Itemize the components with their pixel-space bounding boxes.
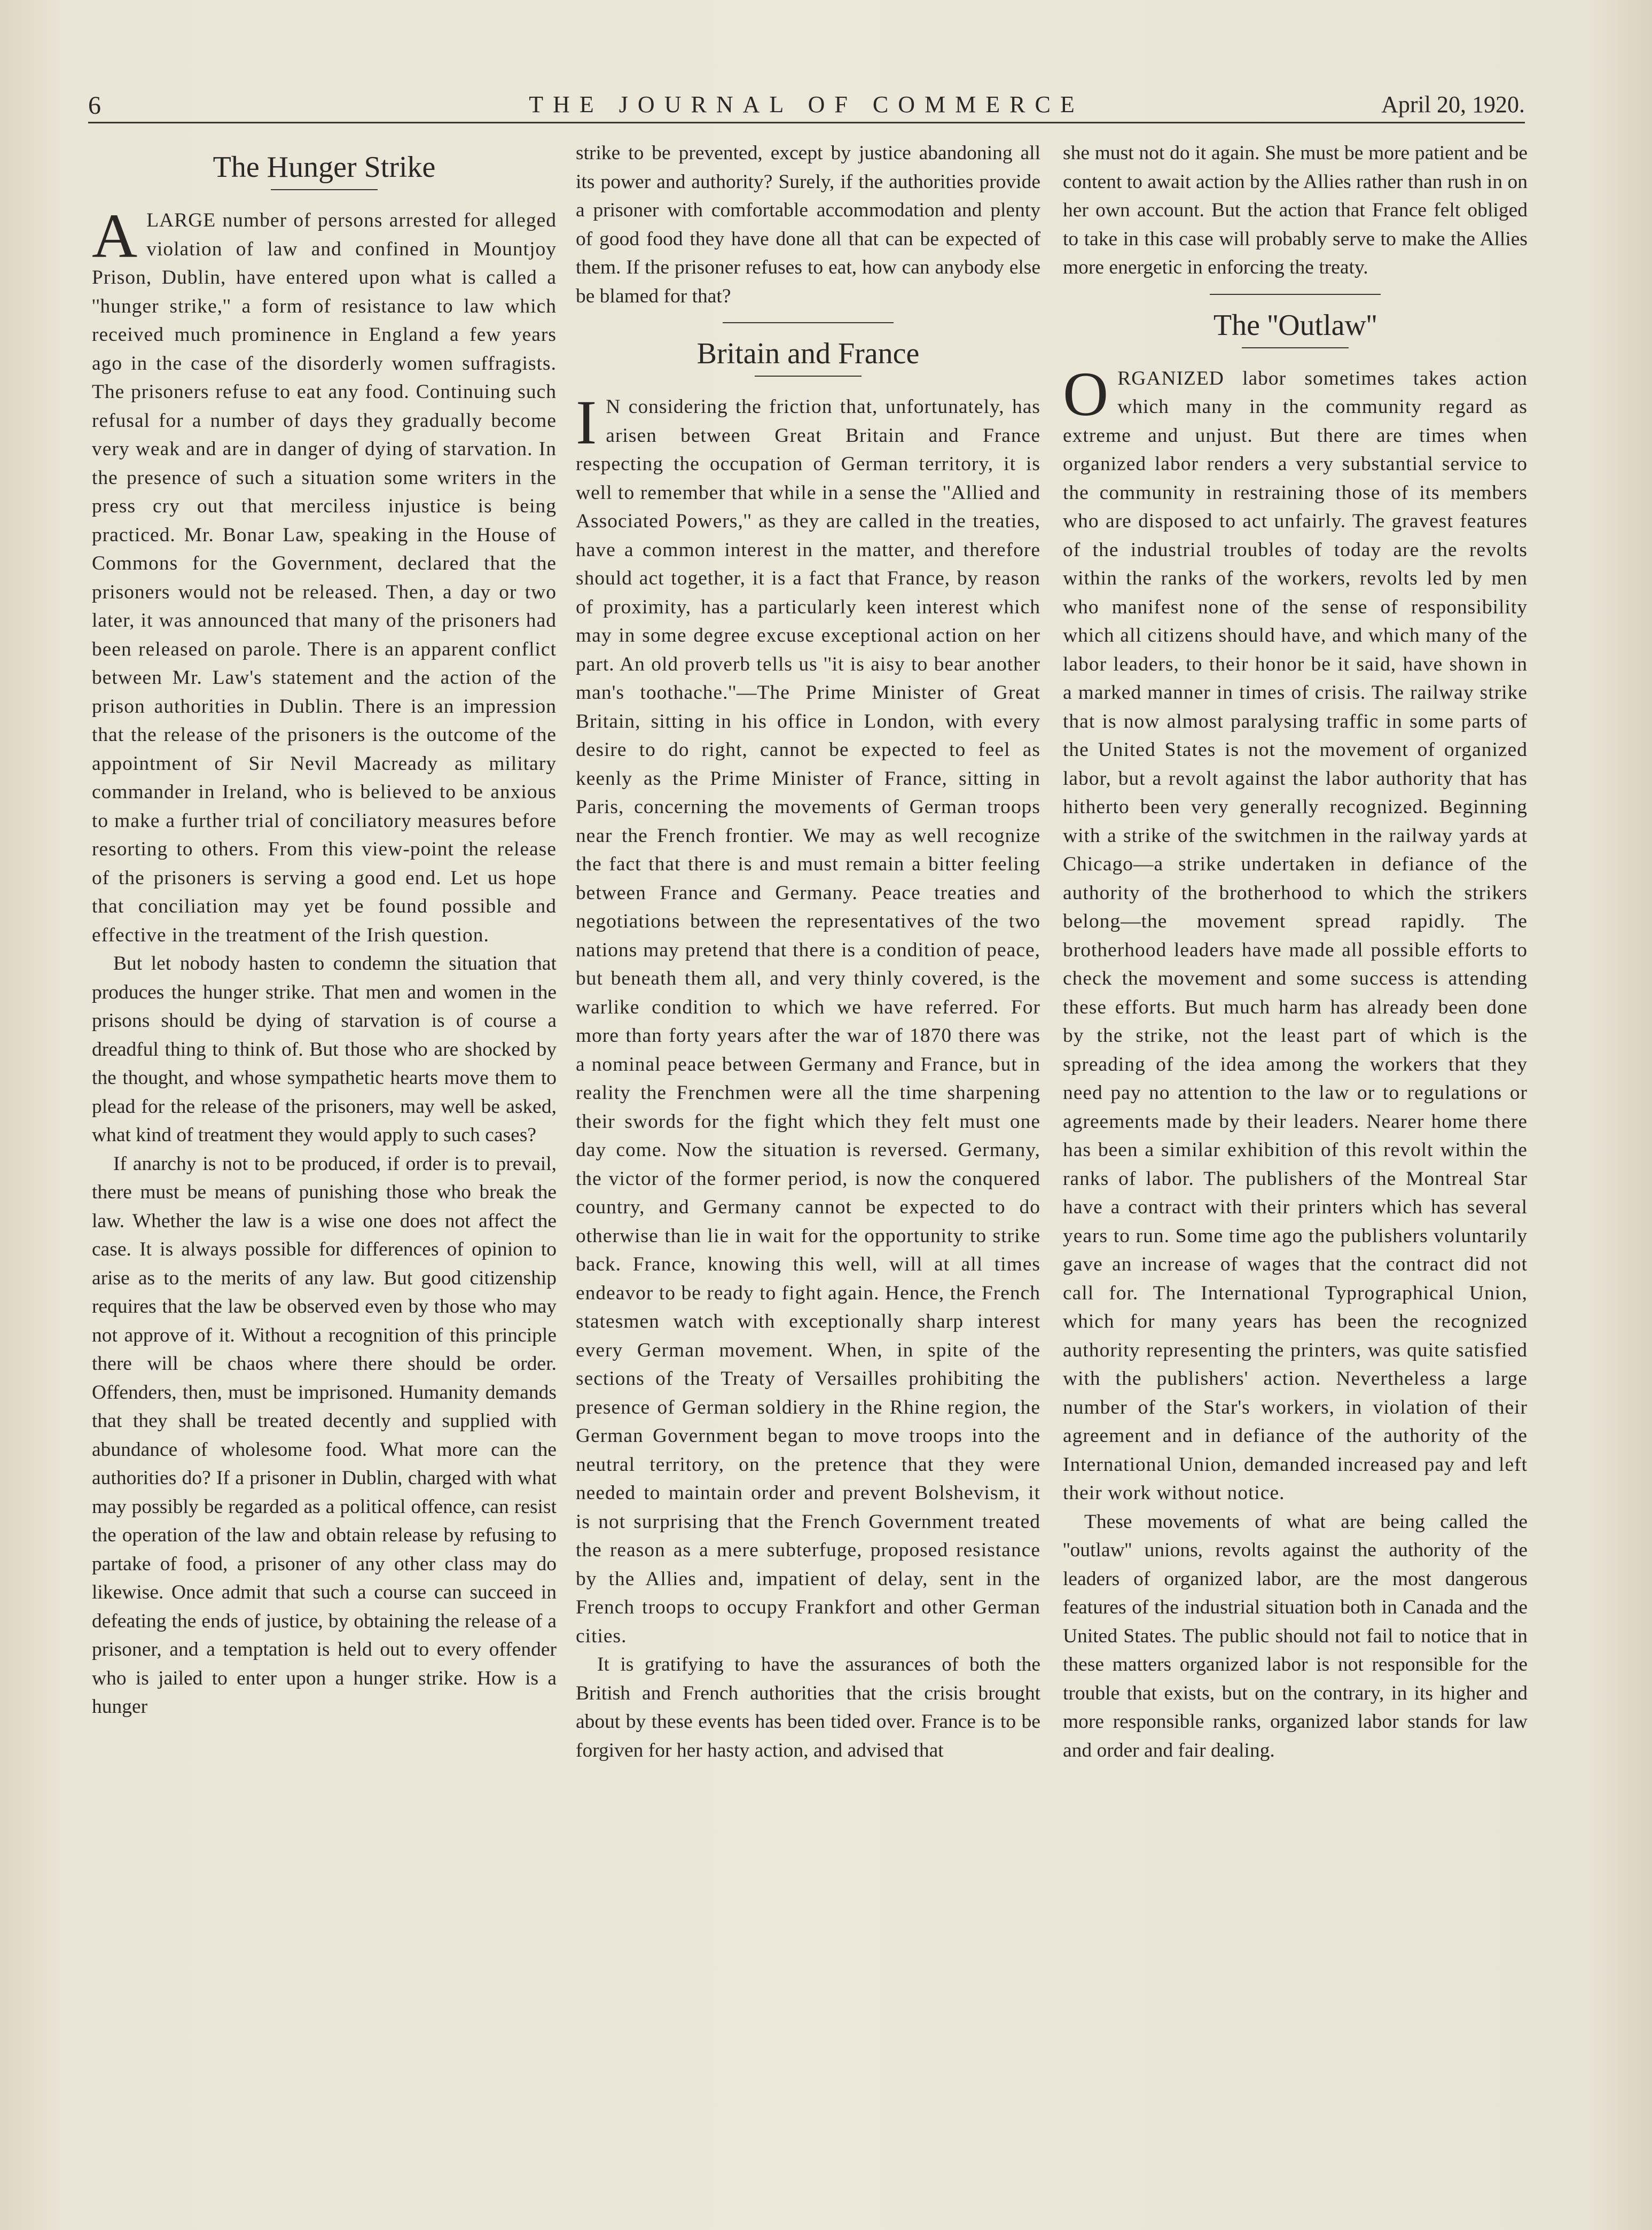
column-3 [1063,139,1528,2132]
issue-date: April 20, 1920. [1381,91,1525,118]
article-title-hunger-strike: The Hunger Strike [213,151,436,184]
article-title-outlaw: The ''Outlaw'' [1213,308,1377,342]
header-rule [88,122,1525,123]
article-paragraph-continued: she must not do it again. She must be more patient and be content to await action by the Allies rather than rush in on her own account. But the action that France felt obliged to take in this case will probably serve to make the Allies more energetic in enforcing the treaty. [1063,142,1528,278]
article-paragraph-continued: strike to be prevented, except by justice abandoning all its power and authority? Surely, if the authorities provide a prisoner with comfortable accommodation and plenty of good food they have done all that can be expected of them. If the prisoner refuses to eat, how can anybody else be blamed for that? [576,142,1040,307]
title-rule [271,189,378,190]
drop-cap: A [92,201,138,271]
article-paragraph: It is gratifying to have the assurances of both the British and French authorities that the crisis brought about by these events has been tided over. France is to be forgiven for her hasty action, and advised that [576,1654,1040,1761]
article-paragraph: I N considering the friction that, unfortunately, has arisen between Great Britain and France respecting the occupation of German territory, it is well to remember that while in a sense the ''Allied and Associated Powers,'' as they are called in the treaties, have a common interest in the matter, and therefore should act together, it is a fact that France, by reason of proximity, has a particularly keen interest which may in some degree excuse exceptional action on her part. An old proverb tells us ''it is aisy to bear another man's toothache.''—The Prime Minister of Great Britain, sitting in his office in London, with every desire to do right, cannot be expected to feel as keenly as the Prime Minister of France, sitting in Paris, concerning the movements of German troops near the French frontier. We may as well recognize the fact that there is and must remain a bitter feeling between France and Germany. Peace treaties and negotiations between the representatives of the two nations may pretend that there is a condition of peace, but beneath them all, and very thinly covered, is the warlike condition to which we have referred. For more than forty years after the war of 1870 there was a nominal peace between Germany and France, but in reality the Frenchmen were all the time sharpening their swords for the fight which they felt must one day come. Now the situation is reversed. Germany, the victor of the former period, is now the conquered country, and Germany cannot be expected to do otherwise than lie in wait for the opportunity to strike back. France, knowing this well, will at all times endeavor to be ready to fight again. Hence, the French statesmen watch with exceptionally sharp interest every German movement. When, in spite of the sections of the Treaty of Versailles prohibiting the presence of German soldiery in the Rhine region, the German Government began to move troops into the neutral territory, on the pretence that they were needed to maintain order and prevent Bolshevism, it is not surprising that the French Government treated the reason as a mere subterfuge, proposed resistance by the Allies and, impatient of delay, sent in the French troops to occupy Frankfort and other German cities. [576,387,1040,1647]
journal-title: THE JOURNAL OF COMMERCE [529,91,1084,118]
article-paragraph: ALARGE number of persons arrested for alleged violation of law and confined in Mountjoy Prison, Dublin, have entered upon what is called a ''hunger strike,'' a form of resistance to law which received much prominence in England a few years ago in the case of the disorderly women suffragists. The prisoners refuse to eat any food. Continuing such refusal for a number of days they gradually become very weak and are in danger of dying of starvation. In the presence of such a situation some writers in the press cry out that merciless injustice is being practiced. Mr. Bonar Law, speaking in the House of Commons for the Government, declared that the prisoners would not be released. Then, a day or two later, it was announced that many of the prisoners had been released on parole. There is an apparent conflict between Mr. Law's statement and the action of the prison authorities in Dublin. There is an impression that the release of the prisoners is the outcome of the appointment of Sir Nevil Macready as military commander in Ireland, who is believed to be anxious to make a further trial of conciliatory measures before resorting to others. From this view-point the release of the prisoners is serving a good end. Let us hope that conciliation may yet be found possible and effective in the treatment of the Irish question. [92,201,557,946]
drop-cap: I [576,387,598,457]
title-rule [755,376,862,377]
column-2 [576,139,1040,2132]
drop-cap: O [1063,358,1109,429]
column-1 [92,139,557,2132]
article-paragraph: If anarchy is not to be produced, if order is to prevail, there must be means of punishing those who break the law. Whether the law is a wise one does not affect the case. It is always possible for differences of opinion to arise as to the merits of any law. But good citizenship requires that the law be observed even by those who may not approve of it. Without a recognition of this principle there will be chaos where there should be order. Offenders, then, must be imprisoned. Humanity demands that they shall be treated decently and supplied with abundance of wholesome food. What more can the authorities do? If a prisoner in Dublin, charged with what may possibly be regarded as a political offence, can resist the operation of the law and obtain release by refusing to partake of food, a prisoner of any other class may do likewise. Once admit that such a course can succeed in defeating the ends of justice, by obtaining the release of a prisoner, and a temptation is held out to every offender who is jailed to enter upon a hunger strike. How is a hunger [92,1152,557,1718]
article-separator [723,322,894,323]
article-paragraph: ORGANIZED labor sometimes takes action which many in the community regard as extreme and unjust. But there are times when organized labor renders a very substantial service to the community in restraining those of its members who are disposed to act unfairly. The gravest features of the industrial troubles of today are the revolts within the ranks of the workers, revolts led by men who manifest none of the sense of responsibility which all citizens should have, and which many of the labor leaders, to their honor be it said, have shown in a marked manner in times of crisis. The railway strike that is now almost paralysing traffic in some parts of the United States is not the movement of organized labor, but a revolt against the labor authority that has hitherto been very generally recognized. Beginning with a strike of the switchmen in the railway yards at Chicago—a strike undertaken in defiance of the authority of the brotherhood to which the strikers belong—the movement spread rapidly. The brotherhood leaders have made all possible efforts to check the movement and some success is attending these efforts. But much harm has already been done by the strike, not the least part of which is the spreading of the idea among the workers that they need pay no attention to the law or to regulations or agreements made by their leaders. Nearer home there has been a similar exhibition of this revolt within the ranks of labor. The publishers of the Montreal Star have a contract with their printers which has several years to run. Some time ago the publishers voluntarily gave an increase of wages that the contract did not call for. The International Typrographical Union, which for many years has been the recognized authority representing the printers, was quite satisfied with the publishers' action. Nevertheless a large number of the Star's workers, in violation of their agreement and in defiance of the authority of the International Union, demanded increased pay and left their work without notice. [1063,358,1528,1504]
article-paragraph: But let nobody hasten to condemn the situation that produces the hunger strike. That men and women in the prisons should be dying of starvation is of course a dreadful thing to think of. But those who are shocked by the thought, and whose sympathetic hearts move them to plead for the release of the prisoners, may well be asked, what kind of treatment they would apply to such cases? [92,953,557,1146]
article-paragraph: These movements of what are being called the ''outlaw'' unions, revolts against the authority of the leaders of organized labor, are the most dangerous features of the industrial situation both in Canada and the United States. The public should not fail to notice that in these matters organized labor is not responsible for the trouble that exists, but on the contrary, in its higher and more responsible ranks, organized labor stands for law and order and fair dealing. [1063,1510,1528,1761]
article-title-britain-and-france: Britain and France [696,337,920,370]
article-separator [1210,294,1381,295]
title-rule [1242,347,1349,348]
page-number: 6 [88,91,102,120]
